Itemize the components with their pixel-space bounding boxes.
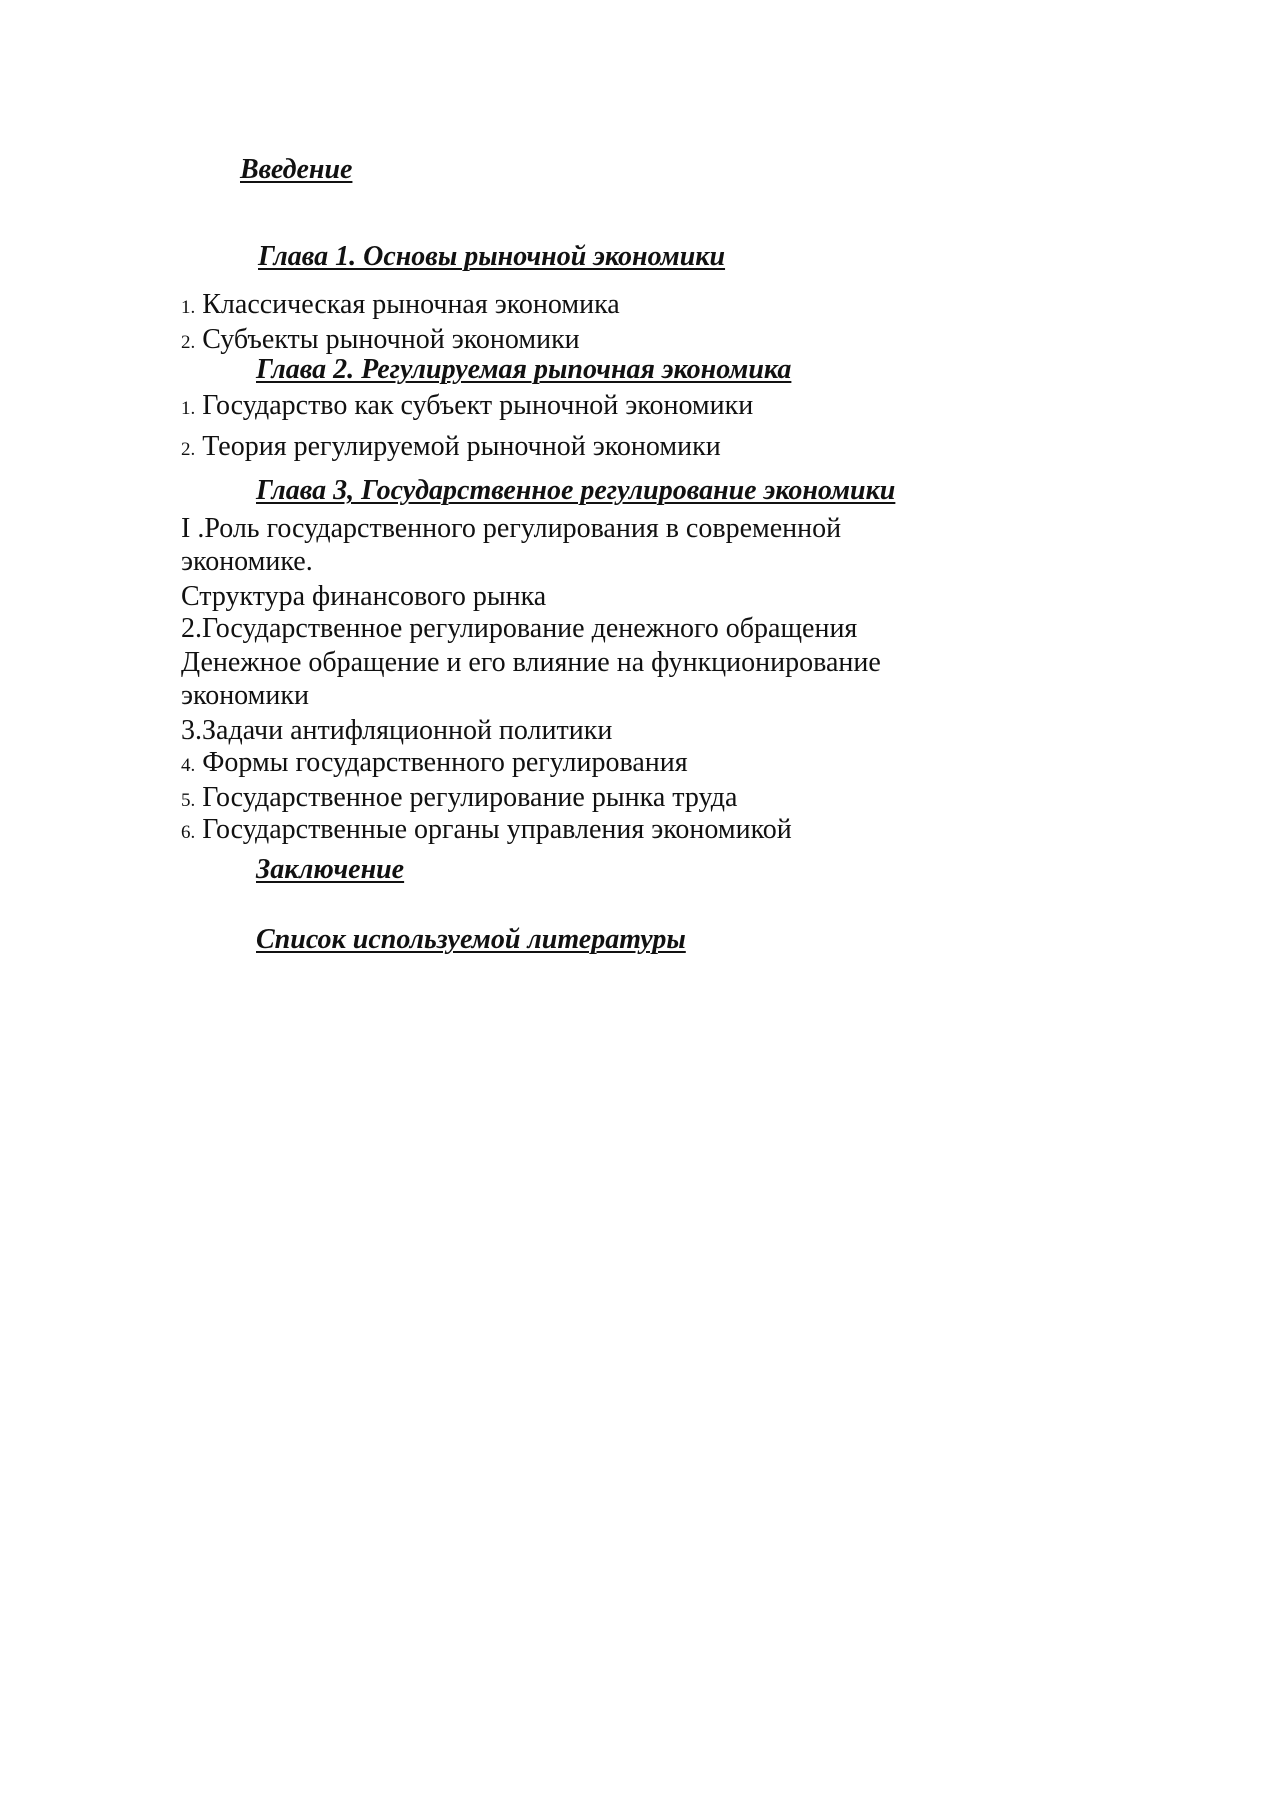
list-item: [181, 749, 688, 777]
list-item-text: Субъекты рыночной экономики: [202, 324, 580, 355]
list-item-text: Государственное регулирование рынка труда: [202, 782, 738, 813]
list-item: [181, 816, 792, 844]
list-item-text: Государственные органы управления экономикой: [202, 814, 792, 845]
list-item-text: Формы государственного регулирования: [202, 747, 688, 778]
list-item: [181, 433, 721, 461]
list-item-text: Государство как субъект рыночной экономики: [202, 390, 754, 421]
list-item: [181, 326, 580, 354]
list-item-text: Классическая рыночная экономика: [202, 289, 620, 320]
list-item-number: 1.: [181, 398, 196, 419]
chapter1-heading: Глава 1. Основы рыночной экономики: [258, 241, 726, 272]
text-line: экономике.: [181, 546, 313, 577]
chapter3-heading: Глава 3, Государственное регулирование экономики: [256, 475, 896, 506]
list-item: [181, 291, 620, 319]
list-item-number: 1.: [181, 297, 196, 318]
list-item-number: 6.: [181, 822, 196, 843]
list-item-number: 2.: [181, 332, 196, 353]
conclusion-heading: Заключение: [256, 854, 405, 885]
list-item-number: 4.: [181, 755, 196, 776]
list-item: [181, 784, 737, 812]
text-line: Денежное обращение и его влияние на функционирование: [181, 647, 881, 678]
list-item-number: 5.: [181, 790, 196, 811]
list-item-text: Теория регулируемой рыночной экономики: [202, 431, 721, 462]
text-line: 2.Государственное регулирование денежного обращения: [181, 613, 858, 644]
references-heading: Список используемой литературы: [256, 924, 686, 955]
list-item-number: 2.: [181, 439, 196, 460]
text-line: Структура финансового рынка: [181, 581, 547, 612]
text-line: I .Роль государственного регулирования в современной: [181, 513, 842, 544]
list-item: [181, 392, 753, 420]
text-line: экономики: [181, 680, 309, 711]
chapter2-heading: Глава 2. Регулируемая рыпочная экономика: [256, 354, 792, 385]
text-line: 3.Задачи антифляционной политики: [181, 715, 613, 746]
intro-heading: Введение: [240, 154, 353, 185]
